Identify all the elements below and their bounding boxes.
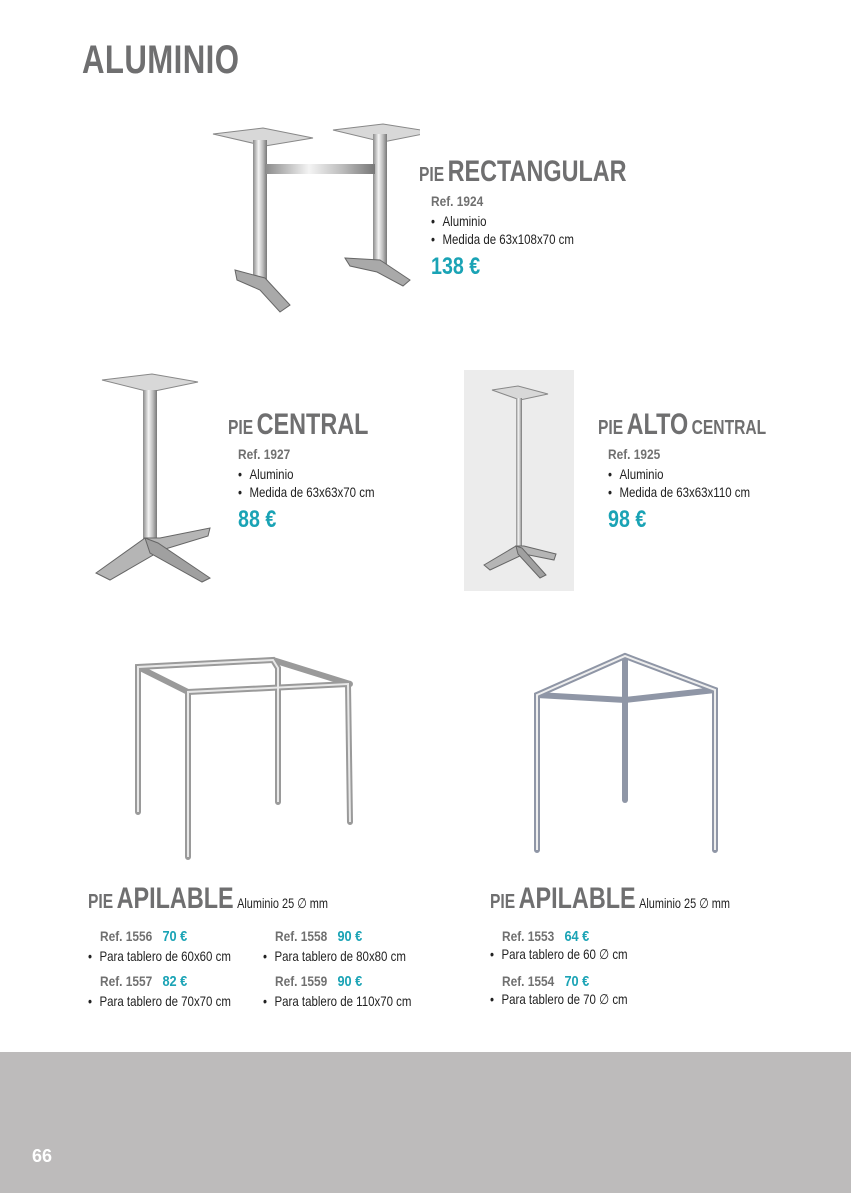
bullet-item: • Aluminio — [431, 213, 639, 229]
ref-price: 90 € — [337, 928, 363, 945]
product-price: 88 € — [238, 506, 277, 533]
material-note: Aluminio 25 ∅ mm — [237, 895, 328, 911]
ref-item — [502, 973, 605, 990]
material-note: Aluminio 25 ∅ mm — [639, 895, 730, 911]
bullet-item: • Aluminio — [608, 466, 777, 482]
product-name: CENTRAL — [256, 408, 369, 441]
alto-central-info — [598, 408, 814, 534]
ref-price: 70 € — [564, 973, 590, 990]
product-title — [88, 882, 328, 916]
ref-desc: • Para tablero de 70 ∅ cm — [490, 991, 628, 1008]
ref-item — [100, 973, 203, 990]
ref-desc: • Para tablero de 60 ∅ cm — [490, 946, 628, 963]
ref-item — [275, 973, 378, 990]
apilable-three-leg-image — [525, 650, 725, 860]
page-number: 66 — [32, 1146, 53, 1166]
product-title — [598, 408, 766, 442]
pie-label: PIE — [88, 891, 114, 913]
ref-price: 82 € — [162, 973, 188, 990]
pie-label: PIE — [490, 891, 516, 913]
product-price: 138 € — [431, 253, 481, 280]
rectangular-base-image — [205, 120, 420, 320]
page-title: ALUMINIO — [82, 38, 240, 82]
ref-price: 90 € — [337, 973, 363, 990]
product-ref: Ref. 1925 — [608, 446, 661, 462]
ref-item — [502, 928, 605, 945]
ref-desc: • Para tablero de 60x60 cm — [88, 948, 231, 964]
central-base-image — [90, 368, 220, 593]
ref-code: Ref. 1556 — [100, 928, 153, 944]
central-info — [228, 408, 408, 534]
ref-price: 64 € — [564, 928, 590, 945]
rectangular-info — [419, 155, 685, 281]
ref-code: Ref. 1558 — [275, 928, 328, 944]
pie-label: PIE — [419, 164, 445, 186]
product-name: APILABLE — [116, 882, 234, 915]
ref-item — [100, 928, 203, 945]
product-title — [490, 882, 730, 916]
ref-desc: • Para tablero de 70x70 cm — [88, 993, 231, 1009]
ref-desc: • Para tablero de 80x80 cm — [263, 948, 406, 964]
ref-code: Ref. 1554 — [502, 973, 555, 989]
product-ref: Ref. 1927 — [238, 446, 291, 462]
product-title — [419, 155, 627, 189]
ref-code: Ref. 1553 — [502, 928, 555, 944]
apilable-four-info — [88, 882, 396, 916]
alto-central-base-image — [464, 370, 574, 591]
product-name: ALTO — [626, 408, 689, 441]
product-price: 98 € — [608, 506, 647, 533]
ref-item — [275, 928, 378, 945]
alto-central-photo — [464, 370, 574, 591]
pie-label: PIE — [228, 417, 254, 439]
product-name: RECTANGULAR — [447, 155, 627, 188]
bullet-item: • Aluminio — [238, 466, 377, 482]
product-name-2: CENTRAL — [691, 417, 767, 439]
pie-label: PIE — [598, 417, 624, 439]
product-name: APILABLE — [518, 882, 636, 915]
ref-desc: • Para tablero de 110x70 cm — [263, 993, 411, 1009]
bullet-item: • Medida de 63x63x110 cm — [608, 484, 777, 500]
apilable-four-leg-image — [128, 652, 360, 867]
footer-band — [0, 1052, 851, 1193]
ref-code: Ref. 1559 — [275, 973, 328, 989]
product-title — [228, 408, 368, 442]
apilable-three-info — [490, 882, 798, 916]
ref-code: Ref. 1557 — [100, 973, 153, 989]
product-ref: Ref. 1924 — [431, 193, 484, 209]
ref-price: 70 € — [162, 928, 188, 945]
bullet-item: • Medida de 63x108x70 cm — [431, 231, 639, 247]
bullet-item: • Medida de 63x63x70 cm — [238, 484, 377, 500]
